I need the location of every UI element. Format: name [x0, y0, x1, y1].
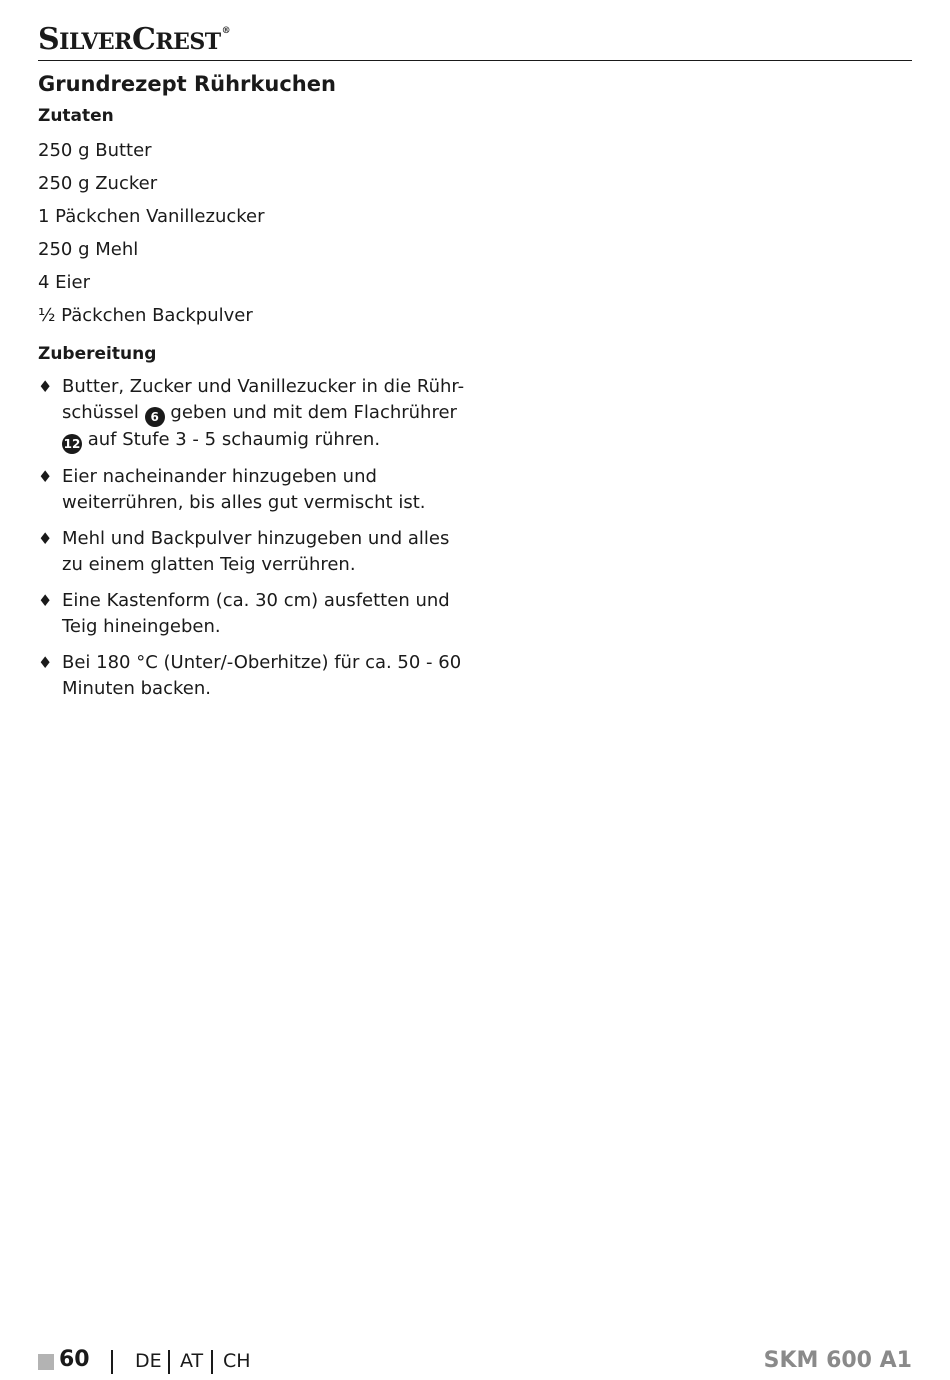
ingredient-item: 250 g Zucker — [38, 173, 158, 194]
page-number: 60 — [59, 1347, 90, 1372]
language-at: AT — [180, 1350, 204, 1372]
step-item: ♦ Mehl und Backpulver hinzugeben und alles zu einem glatten Teig verrühren. — [38, 528, 450, 575]
page-header — [38, 20, 912, 61]
language-ch: CH — [223, 1350, 251, 1372]
part-number-badge: 6 — [145, 407, 165, 427]
diamond-bullet-icon: ♦ — [38, 377, 53, 396]
square-icon — [38, 1354, 54, 1370]
ingredients-list — [38, 134, 468, 332]
language-de: DE — [135, 1350, 162, 1372]
step-item: ♦ Eier nacheinander hinzugeben und weiterrühren, bis alles gut vermischt ist. — [38, 466, 426, 513]
ingredient-item: 4 Eier — [38, 272, 91, 293]
preparation-heading: Zubereitung — [38, 344, 157, 364]
part-number-badge: 12 — [62, 434, 82, 454]
ingredient-item: 1 Päckchen Vanillezucker — [38, 206, 265, 227]
diamond-bullet-icon: ♦ — [38, 591, 53, 610]
divider — [211, 1350, 213, 1374]
ingredients-heading: Zutaten — [38, 106, 114, 126]
model-number: SKM 600 A1 — [763, 1348, 912, 1373]
diamond-bullet-icon: ♦ — [38, 467, 53, 486]
step-item: ♦ Eine Kastenform (ca. 30 cm) ausfetten und Teig hineingeben. — [38, 590, 450, 637]
preparation-steps — [38, 374, 468, 702]
diamond-bullet-icon: ♦ — [38, 653, 53, 672]
divider — [168, 1350, 170, 1374]
page-title: Grundrezept Rührkuchen — [38, 72, 336, 96]
recipe-content — [38, 68, 468, 712]
divider — [111, 1350, 113, 1374]
ingredient-item: 250 g Butter — [38, 140, 152, 161]
step-item: ♦ Butter, Zucker und Vanillezucker in die Rühr-schüssel 6 geben und mit dem Flachrührer 12 auf Stufe 3 - 5 schaumig rühren. — [38, 374, 468, 454]
silvercrest-logo: SILVERCREST® — [38, 22, 231, 57]
ingredient-item: ½ Päckchen Backpulver — [38, 305, 253, 326]
step-item: ♦ Bei 180 °C (Unter/-Oberhitze) für ca. 50 - 60 Minuten backen. — [38, 652, 462, 699]
ingredient-item: 250 g Mehl — [38, 239, 139, 260]
diamond-bullet-icon: ♦ — [38, 529, 53, 548]
